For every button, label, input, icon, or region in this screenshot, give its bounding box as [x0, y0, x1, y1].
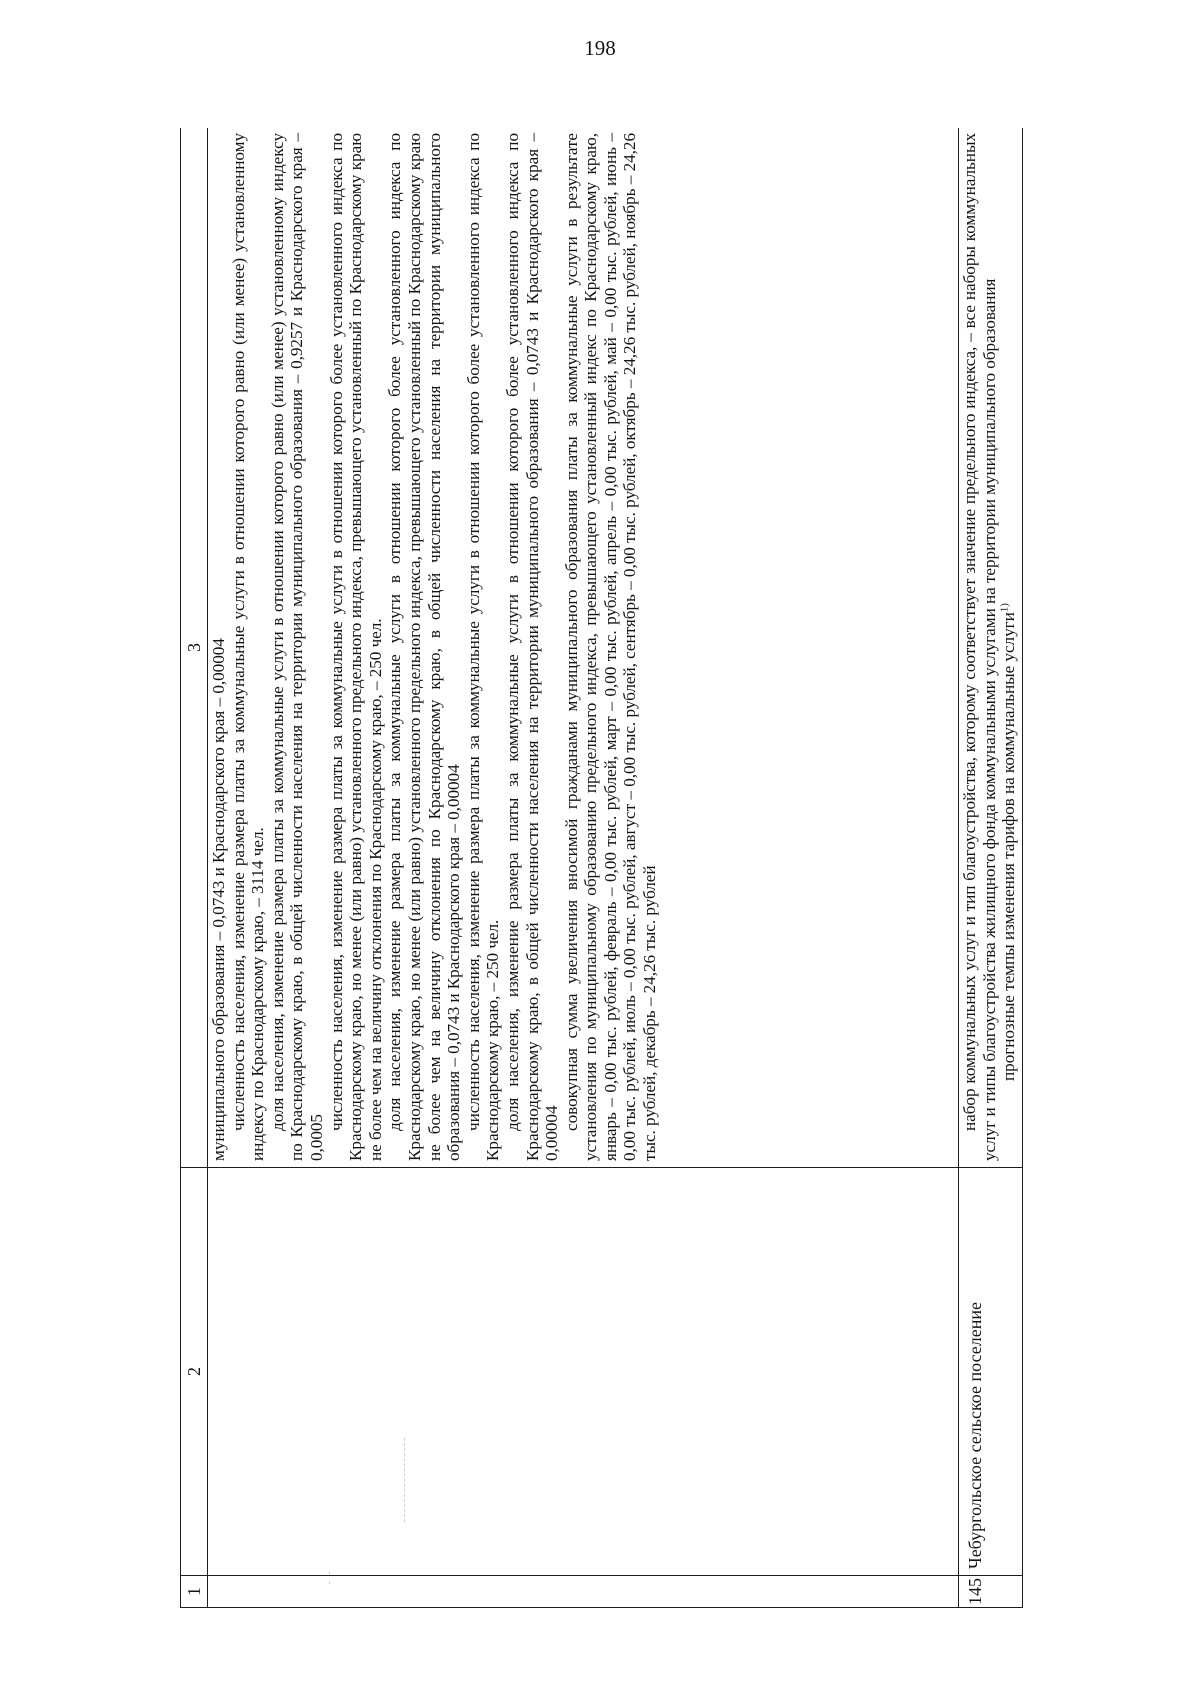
- indicator-text-cell: [208, 128, 959, 1168]
- paragraph: муниципального образования – 0,0743 и Краснодарского края – 0,00004: [209, 638, 228, 1161]
- table-frame: [180, 128, 1060, 1608]
- paragraph: набор коммунальных услуг и тип благоустройства, которому соответствует значение предельного индекса, – все наборы коммунальных услуг и типы благоустройства жилищного фонда коммунальными услугами на территории муниципального образования: [960, 133, 999, 1161]
- row-number-cell: [208, 1576, 959, 1608]
- paragraph: доля населения, изменение размера платы за коммунальные услуги в отношении которого более установленного индекса по Краснодарскому краю, в общей численности населения на территории муниципального образования – 0,0743 и Краснодарского края – 0,00004: [502, 133, 562, 1161]
- data-table: [180, 128, 1023, 1608]
- page-number: 198: [584, 36, 616, 60]
- paragraph: численность населения, изменение размера платы за коммунальные услуги в отношении которого равно (или менее) установленному индексу по Краснодарскому краю, – 3114 чел.: [228, 133, 268, 1161]
- header-cell-3: 3: [181, 128, 208, 1168]
- scan-artifact-line: [404, 1438, 407, 1522]
- scan-artifact-dots: · ·: [328, 1568, 334, 1588]
- paragraph-text: прогнозные темпы изменения тарифов на коммунальные услуги: [999, 612, 1019, 1081]
- table-row: [208, 128, 959, 1608]
- table-row: [959, 128, 1023, 1608]
- municipality-name-cell: Чебургольское сельское поселение: [959, 1168, 1023, 1576]
- header-cell-1: 1: [181, 1576, 208, 1608]
- header-cell-2: 2: [181, 1168, 208, 1576]
- paragraph: совокупная сумма увеличения вносимой гражданами муниципального образования платы за коммунальные услуги в результате установления по муниципальному образованию предельного индекса, превышающего установленный индекс по Краснодарскому краю, январь – 0,00 тыс. рублей, февраль – 0,00 тыс. рублей, март – 0,00 тыс. рублей, апрель – 0,00 тыс. рублей, май – 0,00 тыс. рублей, июнь – 0,00 тыс. рублей, июль – 0,00 тыс. рублей, август – 0,00 тыс. рублей, сентябрь – 0,00 тыс. рублей, октябрь – 24,26 тыс. рублей, ноябрь – 24,26 тыс. рублей, декабрь – 24,26 тыс. рублей: [561, 133, 660, 1161]
- footnote-marker: 1): [998, 603, 1011, 613]
- indicator-text-cell: [959, 128, 1023, 1168]
- paragraph: численность населения, изменение размера платы за коммунальные услуги в отношении которого более установленного индекса по Краснодарскому краю, но менее (или равно) установленного предельного индекса, превышающего установленный по Краснодарскому краю не более чем на величину отклонения по Краснодарскому краю, – 250 чел.: [326, 133, 385, 1161]
- paragraph: [999, 133, 1019, 1161]
- municipality-name-cell: [208, 1168, 959, 1588]
- row-number-cell: 145: [959, 1576, 1023, 1608]
- paragraph: доля населения, изменение размера платы за коммунальные услуги в отношении которого более установленного индекса по Краснодарскому краю, но менее (или равно) установленного предельного индекса, превышающего установленный по Краснодарскому краю не более чем на величину отклонения по Краснодарскому краю, в общей численности населения на территории муниципального образования – 0,0743 и Краснодарского края – 0,00004: [385, 133, 464, 1161]
- paragraph: доля населения, изменение размера платы за коммунальные услуги в отношении которого равно (или менее) установленному индексу по Краснодарскому краю, в общей численности населения на территории муниципального образования – 0,9257 и Краснодарского края – 0,0005: [267, 133, 326, 1161]
- paragraph: численность населения, изменение размера платы за коммунальные услуги в отношении которого более установленного индекса по Краснодарскому краю, – 250 чел.: [463, 133, 503, 1161]
- header-row: [181, 128, 208, 1608]
- rotated-table-wrapper: [180, 128, 1060, 1608]
